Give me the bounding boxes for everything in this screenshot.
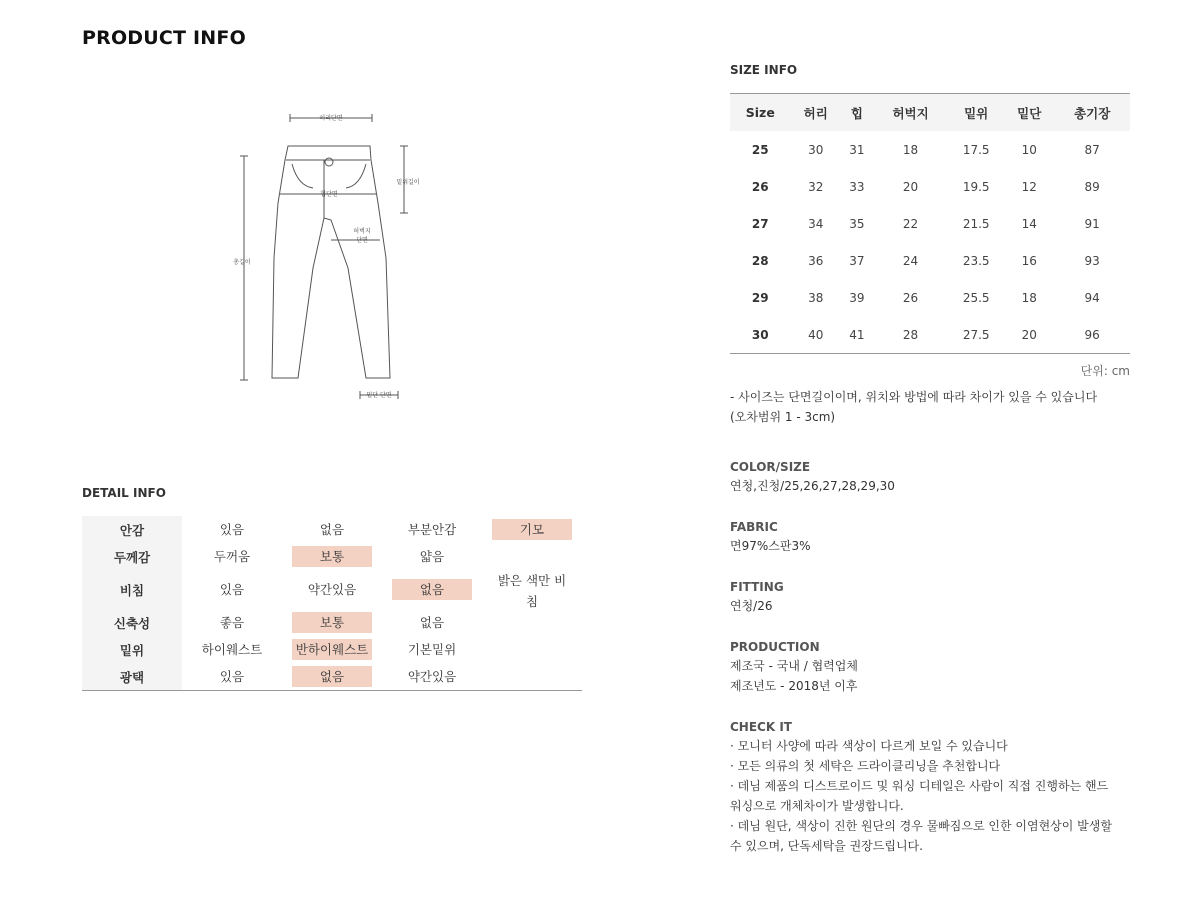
- page-title: PRODUCT INFO: [82, 27, 246, 49]
- detail-option: [492, 611, 572, 632]
- detail-option-cell: [182, 663, 282, 691]
- size-row: [730, 168, 1130, 205]
- size-column-header: 총기장: [1054, 94, 1130, 132]
- fitting-title: FITTING: [730, 580, 784, 594]
- size-note: [730, 387, 1130, 427]
- production-line: 제조년도 - 2018년 이후: [730, 679, 858, 693]
- check-it-section: [730, 720, 1130, 856]
- detail-option-selected: 기모: [492, 519, 572, 540]
- detail-option: 있음: [219, 522, 245, 537]
- check-it-title: CHECK IT: [730, 720, 792, 734]
- size-row: [730, 242, 1130, 279]
- detail-row: [82, 636, 582, 663]
- detail-info-table: [82, 516, 582, 691]
- detail-row: [82, 570, 582, 609]
- check-it-line: · 데님 원단, 색상이 진한 원단의 경우 물빠짐으로 인한 이염현상이 발생할: [730, 819, 1112, 833]
- detail-option: 있음: [219, 582, 245, 597]
- fabric-title: FABRIC: [730, 520, 778, 534]
- measurement-value: 38: [808, 290, 824, 305]
- detail-option: 좋음: [219, 615, 245, 630]
- measurement-value: 37: [849, 253, 865, 268]
- measurement-value: 35: [849, 216, 865, 231]
- size-column-header: Size: [730, 94, 791, 132]
- size-column-header: 밑위: [948, 94, 1004, 132]
- measurement-value: 39: [849, 290, 865, 305]
- detail-option-cell: [382, 663, 482, 691]
- detail-option-cell: [282, 516, 382, 543]
- measurement-value: 16: [1021, 253, 1037, 268]
- check-it-line: 수 있으며, 단독세탁을 권장드립니다.: [730, 839, 923, 853]
- detail-row: [82, 663, 582, 691]
- detail-option: 없음: [319, 522, 345, 537]
- detail-option-cell: [382, 543, 482, 570]
- detail-option: [492, 638, 572, 659]
- detail-option: 하이웨스트: [201, 642, 263, 657]
- measurement-value: 31: [849, 142, 865, 157]
- unit-label: 단위: cm: [1080, 364, 1130, 378]
- hem-label: 밑단 단면: [366, 392, 392, 399]
- detail-option: 밝은 색만 비침: [497, 573, 567, 609]
- size-note-line: (오차범위 1 - 3cm): [730, 410, 836, 424]
- check-it-line: · 데님 제품의 디스트로이드 및 워싱 디테일은 사람이 직접 진행하는 핸드: [730, 779, 1109, 793]
- detail-option-cell: [282, 609, 382, 636]
- detail-option-cell: [182, 543, 282, 570]
- color-size-section: [730, 460, 1130, 496]
- detail-row: [82, 543, 582, 570]
- waist-label: 허리단면: [319, 115, 343, 122]
- measurement-value: 18: [902, 142, 919, 157]
- size-info-title: SIZE INFO: [730, 63, 798, 77]
- size-column-header: 허리: [791, 94, 841, 132]
- measurement-value: 17.5: [962, 142, 990, 157]
- detail-option-cell: [282, 543, 382, 570]
- detail-option-cell: [282, 570, 382, 609]
- size-column-header: 힙: [841, 94, 873, 132]
- measurement-value: 41: [849, 327, 865, 342]
- measurement-value: 21.5: [962, 216, 990, 231]
- detail-info-title: DETAIL INFO: [82, 486, 166, 500]
- measurement-value: 89: [1084, 179, 1100, 194]
- measurement-value: 24: [902, 253, 919, 268]
- color-size-value: 연청,진청/25,26,27,28,29,30: [730, 479, 895, 493]
- detail-option-cell: [482, 609, 582, 636]
- pants-measurement-diagram: [220, 108, 420, 408]
- measurement-value: 22: [902, 216, 919, 231]
- check-it-line: 워싱으로 개체차이가 발생합니다.: [730, 799, 904, 813]
- detail-option: [492, 665, 572, 686]
- detail-option-cell: [282, 663, 382, 691]
- size-note-line: - 사이즈는 단면길이이며, 위치와 방법에 따라 차이가 있을 수 있습니다: [730, 390, 1098, 404]
- measurement-value: 33: [849, 179, 865, 194]
- detail-option-selected: 보통: [292, 612, 372, 633]
- size-value: 26: [751, 179, 769, 194]
- detail-row-label: 신축성: [82, 609, 182, 636]
- size-row: [730, 131, 1130, 168]
- measurement-value: 40: [808, 327, 824, 342]
- measurement-value: 23.5: [962, 253, 990, 268]
- size-column-header: 허벅지: [873, 94, 949, 132]
- measurement-value: 94: [1084, 290, 1100, 305]
- measurement-value: 32: [808, 179, 824, 194]
- detail-option: 부분안감: [407, 522, 457, 537]
- detail-option-cell: [482, 636, 582, 663]
- detail-option-selected: 없음: [392, 579, 472, 600]
- detail-option-cell: [382, 609, 482, 636]
- size-value: 30: [751, 327, 769, 342]
- detail-option-selected: 반하이웨스트: [292, 639, 372, 660]
- size-value: 29: [751, 290, 769, 305]
- detail-option-selected: 없음: [292, 666, 372, 687]
- detail-row: [82, 516, 582, 543]
- detail-option-cell: [482, 516, 582, 543]
- detail-option: 얇음: [419, 549, 445, 564]
- measurement-value: 19.5: [962, 179, 990, 194]
- thigh-label: 허벅지: [353, 228, 371, 235]
- detail-option-cell: [482, 663, 582, 691]
- detail-row-label: 비침: [82, 570, 182, 609]
- detail-row-label: 두께감: [82, 543, 182, 570]
- production-section: [730, 640, 1130, 696]
- measurement-value: 27.5: [962, 327, 990, 342]
- measurement-value: 12: [1021, 179, 1037, 194]
- production-title: PRODUCTION: [730, 640, 820, 654]
- detail-option-cell: [182, 609, 282, 636]
- measurement-value: 87: [1084, 142, 1100, 157]
- measurement-value: 96: [1084, 327, 1100, 342]
- detail-option-cell: [482, 543, 582, 570]
- measurement-value: 20: [902, 179, 919, 194]
- size-column-header: 밑단: [1004, 94, 1054, 132]
- detail-option-cell: [482, 570, 582, 609]
- size-info-table: [730, 93, 1130, 354]
- size-value: 25: [751, 142, 769, 157]
- measurement-value: 10: [1021, 142, 1037, 157]
- measurement-value: 36: [808, 253, 824, 268]
- size-row: [730, 279, 1130, 316]
- hip-label: 힙단면: [320, 191, 338, 198]
- detail-option: 기본밑위: [407, 642, 457, 657]
- detail-option-cell: [182, 516, 282, 543]
- check-it-line: · 모든 의류의 첫 세탁은 드라이클리닝을 추천합니다: [730, 759, 1001, 773]
- size-value: 27: [751, 216, 769, 231]
- production-line: 제조국 - 국내 / 협력업체: [730, 659, 858, 673]
- detail-option: [492, 545, 572, 566]
- check-it-line: · 모니터 사양에 따라 색상이 다르게 보일 수 있습니다: [730, 739, 1008, 753]
- detail-option: 약간있음: [407, 669, 457, 684]
- rise-label: 밑위길이: [396, 179, 420, 186]
- detail-option: 없음: [419, 615, 445, 630]
- size-row: [730, 205, 1130, 242]
- detail-option-cell: [382, 570, 482, 609]
- detail-option-cell: [182, 636, 282, 663]
- detail-option: 두꺼움: [213, 549, 251, 564]
- detail-option-cell: [382, 636, 482, 663]
- detail-row-label: 안감: [82, 516, 182, 543]
- detail-option-cell: [282, 636, 382, 663]
- measurement-value: 26: [902, 290, 919, 305]
- measurement-value: 25.5: [962, 290, 990, 305]
- size-value: 28: [751, 253, 769, 268]
- measurement-value: 91: [1084, 216, 1100, 231]
- detail-row: [82, 609, 582, 636]
- detail-option: 있음: [219, 669, 245, 684]
- detail-option-cell: [182, 570, 282, 609]
- size-row: [730, 316, 1130, 354]
- measurement-value: 18: [1021, 290, 1037, 305]
- detail-option-selected: 보통: [292, 546, 372, 567]
- detail-option-cell: [382, 516, 482, 543]
- thigh-label-2: 단면: [356, 237, 368, 244]
- fabric-section: [730, 520, 1130, 556]
- measurement-value: 30: [808, 142, 824, 157]
- detail-row-label: 밑위: [82, 636, 182, 663]
- measurement-value: 34: [808, 216, 824, 231]
- measurement-value: 14: [1021, 216, 1037, 231]
- measurement-value: 28: [902, 327, 919, 342]
- fabric-value: 면97%스판3%: [730, 539, 811, 553]
- color-size-title: COLOR/SIZE: [730, 460, 811, 474]
- fitting-section: [730, 580, 1130, 616]
- measurement-value: 93: [1084, 253, 1100, 268]
- total-length-label: 총길이: [233, 259, 251, 266]
- detail-row-label: 광택: [82, 663, 182, 691]
- measurement-value: 20: [1021, 327, 1037, 342]
- fitting-value: 연청/26: [730, 599, 773, 613]
- detail-option: 약간있음: [307, 582, 357, 597]
